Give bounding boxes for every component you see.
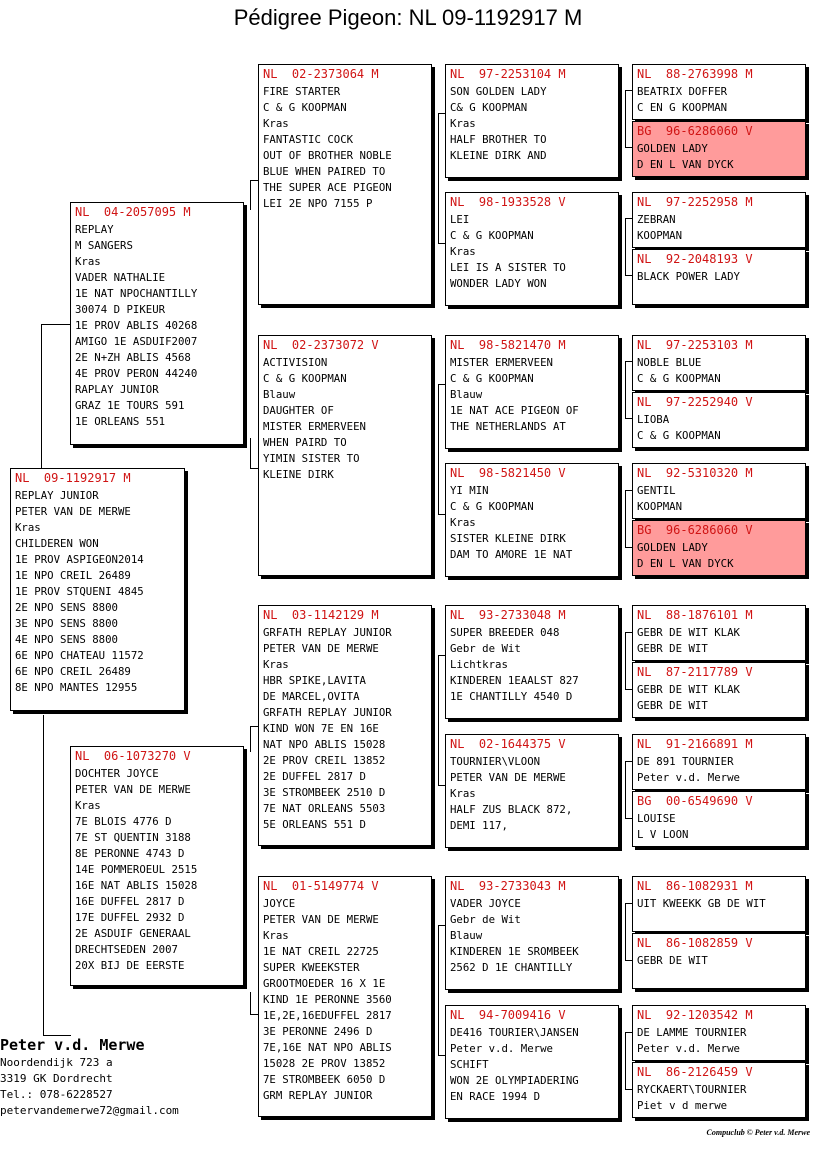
pigeon-info-line: 2562 D 1E CHANTILLY [450,961,573,974]
pigeon-card-g4 [632,463,806,519]
pigeon-card-g4 [632,64,806,120]
owner-name: Peter v.d. Merwe [0,1036,145,1054]
pigeon-card-g3 [445,335,619,449]
pigeon-info-line: WON 2E OLYMPIADERING [450,1074,579,1087]
pigeon-card-g4 [632,249,806,305]
pigeon-info-line: Kras [450,245,476,258]
pigeon-info-line: HALF BROTHER TO [450,133,547,146]
pigeon-info-line: C & G KOOPMAN [637,429,721,442]
pigeon-card-g4 [632,605,806,661]
pigeon-info-line: 7E ST QUENTIN 3188 [75,831,191,844]
ring-number: NL 91-2166891 M [637,737,753,751]
pigeon-info-line: 15028 2E PROV 13852 [263,1057,386,1070]
pigeon-info-line: 1E NAT NPOCHANTILLY [75,287,198,300]
pigeon-info-line: Kras [75,799,101,812]
pigeon-info-line: Kras [263,658,289,671]
connector-line [625,632,626,689]
pigeon-card-sire-dam [258,335,432,576]
pigeon-info-line: DAM TO AMORE 1E NAT [450,548,573,561]
pigeon-name: ZEBRAN [637,213,676,226]
pigeon-info-line: 1E PROV ASPIGEON2014 [15,553,144,566]
owner-block [0,1035,179,1119]
pigeon-info-line: DEMI 117, [450,819,508,832]
pigeon-info-line: HALF ZUS BLACK 872, [450,803,573,816]
owner-address: Noordendijk 723 a [0,1056,113,1069]
ring-number: NL 09-1192917 M [15,471,131,485]
ring-number: NL 94-7009416 V [450,1008,566,1022]
pigeon-name: RYCKAERT\TOURNIER [637,1083,747,1096]
pigeon-info-line: Kras [15,521,41,534]
pigeon-info-line: C & G KOOPMAN [637,372,721,385]
pigeon-info-line: 7E NAT ORLEANS 5503 [263,802,386,815]
pigeon-info-line: 3E STROMBEEK 2510 D [263,786,386,799]
pigeon-info-line: 1E NAT ACE PIGEON OF [450,404,579,417]
pigeon-info-line: BLUE WHEN PAIRED TO [263,165,386,178]
pigeon-info-line: MISTER ERMERVEEN [263,420,366,433]
pigeon-info-line: C & G KOOPMAN [263,372,347,385]
pigeon-info-line: 2E DUFFEL 2817 D [263,770,366,783]
pigeon-info-line: Gebr de Wit [450,913,521,926]
pigeon-info-line: HBR SPIKE,LAVITA [263,674,366,687]
pigeon-info-line: NAT NPO ABLIS 15028 [263,738,386,751]
pigeon-info-line: 8E NPO MANTES 12955 [15,681,138,694]
ring-number: BG 00-6549690 V [637,794,753,808]
pigeon-info-line: C & G KOOPMAN [263,101,347,114]
pigeon-name: VADER JOYCE [450,897,521,910]
pigeon-info-line: C EN G KOOPMAN [637,101,728,114]
pigeon-info-line: 14E POMMEROEUL 2515 [75,863,198,876]
pigeon-name: DE 891 TOURNIER [637,755,734,768]
pigeon-name: GOLDEN LADY [637,541,708,554]
pigeon-info-line: DE MARCEL,OVITA [263,690,360,703]
pigeon-name: REPLAY JUNIOR [15,489,99,502]
pigeon-card-dam-dam [258,876,432,1117]
connector-line [438,113,439,243]
owner-city: 3319 GK Dordrecht [0,1072,113,1085]
pigeon-info-line: Kras [263,929,289,942]
pigeon-info-line: GEBR DE WIT [637,642,708,655]
pigeon-info-line: Blauw [450,388,483,401]
pigeon-info-line: 2E ASDUIF GENERAAL [75,927,191,940]
owner-phone: Tel.: 078-6228527 [0,1088,113,1101]
connector-line [41,324,71,325]
ring-number: NL 97-2253103 M [637,338,753,352]
pigeon-name: BLACK POWER LADY [637,270,740,283]
pigeon-info-line: KIND 1E PERONNE 3560 [263,993,392,1006]
pigeon-info-line: LEI IS A SISTER TO [450,261,566,274]
pigeon-info-line: 16E NAT ABLIS 15028 [75,879,198,892]
pigeon-info-line: LEI 2E NPO 7155 P [263,197,373,210]
pigeon-info-line: 30074 D PIKEUR [75,303,166,316]
pigeon-card-g3 [445,876,619,990]
pigeon-info-line: KLEINE DIRK [263,468,334,481]
pigeon-info-line: 2E N+ZH ABLIS 4568 [75,351,191,364]
owner-email[interactable]: petervandemerwe72@gmail.com [0,1104,179,1117]
ring-number: NL 98-5821470 M [450,338,566,352]
pigeon-name: GEBR DE WIT KLAK [637,626,740,639]
pigeon-info-line: C& G KOOPMAN [450,101,528,114]
pigeon-info-line: DAUGHTER OF [263,404,334,417]
pigeon-info-line: 4E PROV PERON 44240 [75,367,198,380]
pigeon-info-line: PETER VAN DE MERWE [450,771,566,784]
ring-number: NL 88-2763998 M [637,67,753,81]
connector-line [438,384,439,514]
pigeon-card-g4 [632,933,806,989]
pigeon-info-line: PETER VAN DE MERWE [75,783,191,796]
pigeon-info-line: KINDEREN 1EAALST 827 [450,674,579,687]
pigeon-info-line: AMIGO 1E ASDUIF2007 [75,335,198,348]
pigeon-name: GRFATH REPLAY JUNIOR [263,626,392,639]
ring-number: NL 03-1142129 M [263,608,379,622]
ring-number: NL 92-5310320 M [637,466,753,480]
ring-number: NL 92-2048193 V [637,252,753,266]
pigeon-info-line: GRAZ 1E TOURS 591 [75,399,185,412]
pigeon-info-line: 4E NPO SENS 8800 [15,633,118,646]
ring-number: BG 96-6286060 V [637,523,753,537]
connector-line [250,180,258,181]
pigeon-info-line: M SANGERS [75,239,133,252]
pigeon-info-line: WHEN PAIRD TO [263,436,347,449]
pigeon-card-g3 [445,1005,619,1119]
pigeon-name: JOYCE [263,897,296,910]
pigeon-info-line: THE NETHERLANDS AT [450,420,566,433]
ring-number: NL 98-1933528 V [450,195,566,209]
pigeon-info-line: 1E ORLEANS 551 [75,415,166,428]
pigeon-info-line: KOOPMAN [637,229,683,242]
pigeon-info-line: 8E PERONNE 4743 D [75,847,185,860]
pigeon-name: GENTIL [637,484,676,497]
connector-line [250,726,251,752]
pigeon-info-line: Kras [450,516,476,529]
pigeon-card-g4 [632,1062,806,1118]
pigeon-info-line: 20X BIJ DE EERSTE [75,959,185,972]
pigeon-card-g4 [632,876,806,932]
pigeon-info-line: GRM REPLAY JUNIOR [263,1089,373,1102]
ring-number: NL 06-1073270 V [75,749,191,763]
pigeon-name: DE LAMME TOURNIER [637,1026,747,1039]
pigeon-info-line: KOOPMAN [637,500,683,513]
pigeon-info-line: SISTER KLEINE DIRK [450,532,566,545]
pigeon-info-line: D EN L VAN DYCK [637,158,734,171]
pigeon-info-line: FANTASTIC COCK [263,133,354,146]
pigeon-info-line: 17E DUFFEL 2932 D [75,911,185,924]
pigeon-card-g4 [632,662,806,718]
pigeon-info-line: CHILDEREN WON [15,537,99,550]
pigeon-info-line: PETER VAN DE MERWE [15,505,131,518]
connector-line [625,761,626,818]
pigeon-info-line: 1E,2E,16EDUFFEL 2817 [263,1009,392,1022]
pigeon-info-line: Lichtkras [450,658,508,671]
pigeon-info-line: 16E DUFFEL 2817 D [75,895,185,908]
pigeon-card-sire [70,202,244,445]
pigeon-info-line: C & G KOOPMAN [450,500,534,513]
ring-number: NL 93-2733048 M [450,608,566,622]
pigeon-info-line: 1E CHANTILLY 4540 D [450,690,573,703]
ring-number: NL 02-2373072 V [263,338,379,352]
pigeon-name: UIT KWEEKK GB DE WIT [637,897,766,910]
connector-line [250,992,251,1014]
pigeon-card-g4 [632,335,806,391]
ring-number: NL 92-1203542 M [637,1008,753,1022]
pigeon-info-line: PETER VAN DE MERWE [263,642,379,655]
pigeon-info-line: EN RACE 1994 D [450,1090,541,1103]
connector-line [41,324,42,468]
pigeon-info-line: C & G KOOPMAN [450,229,534,242]
pigeon-name: GEBR DE WIT KLAK [637,683,740,696]
pigeon-name: FIRE STARTER [263,85,341,98]
pigeon-info-line: 3E NPO SENS 8800 [15,617,118,630]
pigeon-info-line: 1E PROV ABLIS 40268 [75,319,198,332]
pigeon-card-dam-sire [258,605,432,846]
pigeon-name: SUPER BREEDER 048 [450,626,560,639]
pigeon-info-line: RAPLAY JUNIOR [75,383,159,396]
pigeon-info-line: PETER VAN DE MERWE [263,913,379,926]
pigeon-card-dam [70,746,244,986]
pigeon-info-line: 1E NAT CREIL 22725 [263,945,379,958]
ring-number: NL 02-2373064 M [263,67,379,81]
pigeon-name: TOURNIER\VLOON [450,755,541,768]
pigeon-info-line: D EN L VAN DYCK [637,557,734,570]
connector-line [250,438,251,468]
connector-line [625,1032,626,1089]
page-title: Pédigree Pigeon: NL 09-1192917 M [233,5,583,30]
pigeon-name: REPLAY [75,223,114,236]
pigeon-info-line: DRECHTSEDEN 2007 [75,943,178,956]
ring-number: NL 86-1082931 M [637,879,753,893]
pigeon-info-line: THE SUPER ACE PIGEON [263,181,392,194]
pigeon-info-line: Peter v.d. Merwe [450,1042,553,1055]
ring-number: BG 96-6286060 V [637,124,753,138]
ring-number: NL 98-5821450 V [450,466,566,480]
ring-number: NL 88-1876101 M [637,608,753,622]
pigeon-info-line: 3E PERONNE 2496 D [263,1025,373,1038]
pigeon-name: DE416 TOURIER\JANSEN [450,1026,579,1039]
ring-number: NL 01-5149774 V [263,879,379,893]
pigeon-name: DOCHTER JOYCE [75,767,159,780]
ring-number: NL 87-2117789 V [637,665,753,679]
pigeon-name: BEATRIX DOFFER [637,85,728,98]
pigeon-info-line: Blauw [263,388,296,401]
pigeon-info-line: 6E NPO CHATEAU 11572 [15,649,144,662]
ring-number: NL 86-1082859 V [637,936,753,950]
pigeon-name: LEI [450,213,470,226]
pigeon-info-line: SCHIFT [450,1058,489,1071]
pigeon-info-line: L V LOON [637,828,689,841]
connector-line [625,490,626,547]
pigeon-card-g4 [632,791,806,847]
connector-line [625,361,626,418]
pigeon-name: GEBR DE WIT [637,954,708,967]
pigeon-card-g4-highlighted [632,121,806,177]
pigeon-info-line: KIND WON 7E EN 16E [263,722,379,735]
pigeon-info-line: Kras [75,255,101,268]
pigeon-info-line: GEBR DE WIT [637,699,708,712]
ring-number: NL 97-2252958 M [637,195,753,209]
pigeon-info-line: 1E NPO CREIL 26489 [15,569,131,582]
copyright-footer: Compuclub © Peter v.d. Merwe [706,1128,810,1137]
pigeon-info-line: KLEINE DIRK AND [450,149,547,162]
pigeon-info-line: Blauw [450,929,483,942]
pigeon-card-sire-sire [258,64,432,305]
connector-line [250,180,251,210]
pigeon-card-g3 [445,734,619,848]
pigeon-card-g4 [632,1005,806,1061]
pigeon-info-line: Piet v d merwe [637,1099,728,1112]
pigeon-card-subject [10,468,185,711]
pigeon-card-g3 [445,64,619,178]
pigeon-info-line: 1E PROV STQUENI 4845 [15,585,144,598]
connector-line [250,726,258,727]
ring-number: NL 04-2057095 M [75,205,191,219]
pigeon-info-line: YIMIN SISTER TO [263,452,360,465]
connector-line [625,903,626,960]
pigeon-name: GOLDEN LADY [637,142,708,155]
connector-line [250,1014,258,1015]
connector-line [250,468,258,469]
ring-number: NL 97-2253104 M [450,67,566,81]
pigeon-info-line: 7E STROMBEEK 6050 D [263,1073,386,1086]
ring-number: NL 02-1644375 V [450,737,566,751]
pigeon-name: SON GOLDEN LADY [450,85,547,98]
pigeon-name: LIOBA [637,413,670,426]
pigeon-info-line: Gebr de Wit [450,642,521,655]
pigeon-info-line: 7E,16E NAT NPO ABLIS [263,1041,392,1054]
pigeon-card-g4 [632,192,806,248]
connector-line [438,655,439,785]
pigeon-name: LOUISE [637,812,676,825]
pigeon-card-g4 [632,734,806,790]
pigeon-info-line: WONDER LADY WON [450,277,547,290]
pigeon-name: NOBLE BLUE [637,356,702,369]
pigeon-info-line: Kras [263,117,289,130]
pigeon-info-line: 6E NPO CREIL 26489 [15,665,131,678]
pigeon-info-line: 5E ORLEANS 551 D [263,818,366,831]
pigeon-name: MISTER ERMERVEEN [450,356,553,369]
pigeon-info-line: Peter v.d. Merwe [637,1042,740,1055]
pigeon-info-line: GRFATH REPLAY JUNIOR [263,706,392,719]
pigeon-info-line: 2E PROV CREIL 13852 [263,754,386,767]
pigeon-card-g4-highlighted [632,520,806,576]
pigeon-info-line: Kras [450,117,476,130]
pigeon-info-line: KINDEREN 1E SROMBEEK [450,945,579,958]
pigeon-name: YI MIN [450,484,489,497]
pigeon-info-line: Peter v.d. Merwe [637,771,740,784]
pigeon-info-line: SUPER KWEEKSTER [263,961,360,974]
pigeon-card-g3 [445,605,619,719]
pigeon-info-line: 2E NPO SENS 8800 [15,601,118,614]
pigeon-card-g3 [445,192,619,306]
pigeon-info-line: GROOTMOEDER 16 X 1E [263,977,386,990]
pigeon-info-line: Kras [450,787,476,800]
pigeon-info-line: OUT OF BROTHER NOBLE [263,149,392,162]
pigeon-info-line: VADER NATHALIE [75,271,166,284]
pigeon-card-g4 [632,392,806,448]
connector-line [438,925,439,1055]
connector-line [625,218,626,275]
ring-number: NL 93-2733043 M [450,879,566,893]
ring-number: NL 97-2252940 V [637,395,753,409]
connector-line [43,715,44,1035]
pigeon-info-line: C & G KOOPMAN [450,372,534,385]
pigeon-name: ACTIVISION [263,356,328,369]
connector-line [625,90,626,147]
pigeon-card-g3 [445,463,619,577]
pigeon-info-line: 7E BLOIS 4776 D [75,815,172,828]
ring-number: NL 86-2126459 V [637,1065,753,1079]
